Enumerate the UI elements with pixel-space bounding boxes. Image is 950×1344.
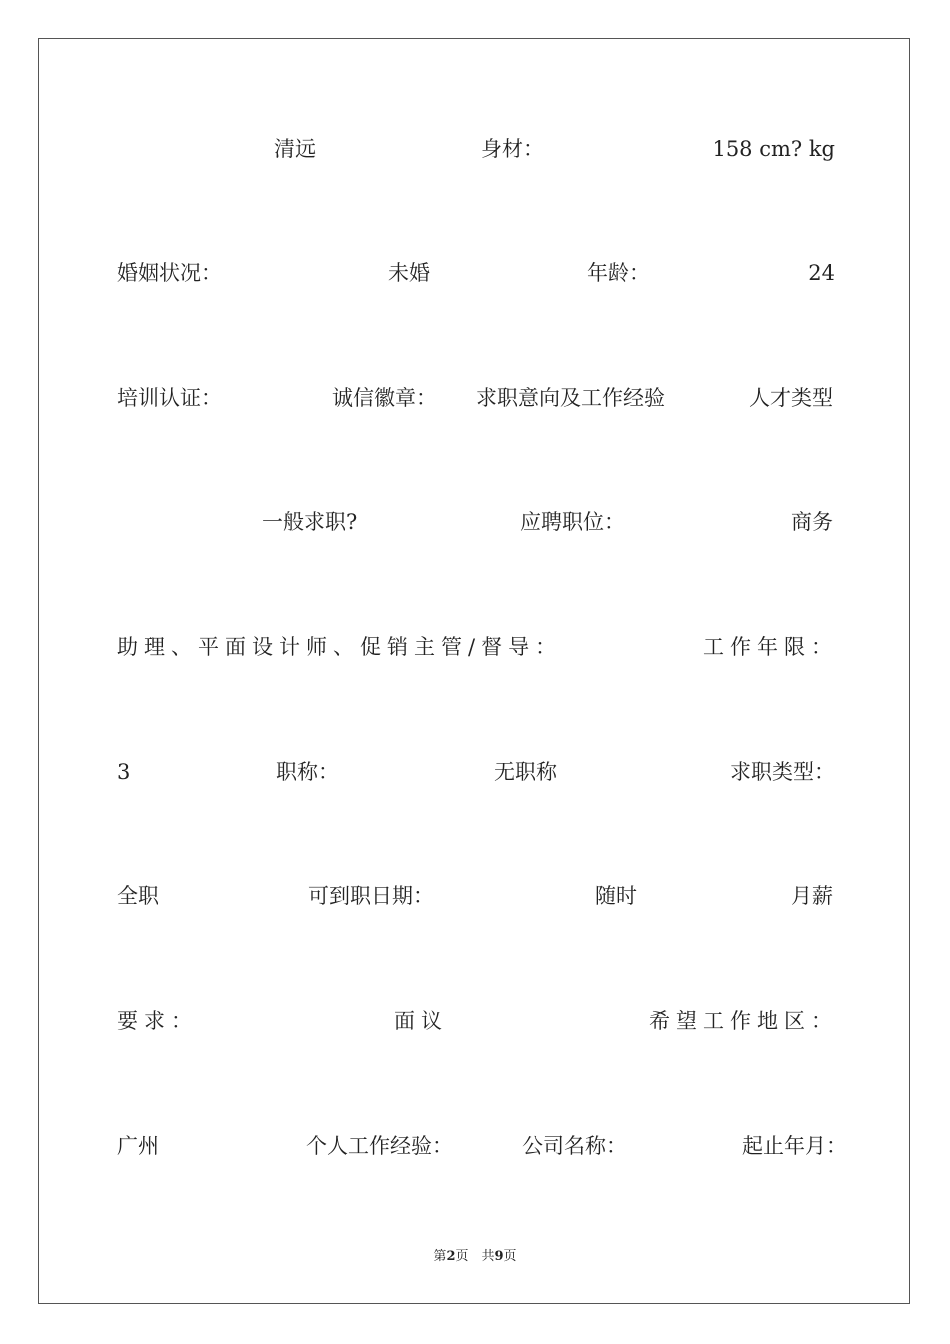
text-cell: 年龄： xyxy=(587,261,650,285)
text-line xyxy=(0,507,950,537)
text-cell: 158 cm? kg xyxy=(712,137,835,161)
text-line xyxy=(0,881,950,911)
text-cell: 工作年限： xyxy=(703,635,838,659)
text-cell: 商务 xyxy=(791,510,833,534)
text-cell: 培训认证： xyxy=(117,386,222,410)
text-cell: 一般求职? xyxy=(262,510,358,534)
text-cell: 随时 xyxy=(595,884,637,908)
text-cell: 24 xyxy=(808,261,835,285)
text-line xyxy=(0,632,950,662)
text-cell: 全职 xyxy=(117,884,159,908)
text-cell: 3 xyxy=(117,760,131,784)
text-cell: 面议 xyxy=(394,1009,448,1033)
text-cell: 月薪 xyxy=(791,884,833,908)
text-cell: 个人工作经验： xyxy=(306,1134,453,1158)
text-cell: 应聘职位： xyxy=(520,510,625,534)
text-cell: 起止年月： xyxy=(742,1134,847,1158)
text-cell: 未婚 xyxy=(388,261,430,285)
text-cell: 求职意向及工作经验 xyxy=(476,386,665,410)
text-line xyxy=(0,383,950,413)
text-cell: 希望工作地区： xyxy=(649,1009,838,1033)
text-cell: 清远 xyxy=(274,137,316,161)
text-line xyxy=(0,1006,950,1036)
text-cell: 诚信徽章： xyxy=(332,386,437,410)
text-line xyxy=(0,258,950,288)
text-cell: 助理、平面设计师、促销主管/督导： xyxy=(117,635,563,659)
text-cell: 婚姻状况： xyxy=(117,261,222,285)
page-mid: 页 共 xyxy=(455,1249,495,1264)
page-suffix: 页 xyxy=(503,1249,517,1264)
text-line xyxy=(0,1131,950,1161)
page-current: 2 xyxy=(446,1249,456,1264)
page-number xyxy=(0,1247,950,1267)
text-cell: 无职称 xyxy=(494,760,557,784)
page-border xyxy=(38,38,910,1304)
text-cell: 广州 xyxy=(117,1134,159,1158)
text-cell: 身材： xyxy=(481,137,544,161)
page-prefix: 第 xyxy=(433,1249,447,1264)
text-cell: 求职类型： xyxy=(730,760,835,784)
text-cell: 要求： xyxy=(117,1009,198,1033)
text-line xyxy=(0,134,950,164)
text-line xyxy=(0,757,950,787)
text-cell: 人才类型 xyxy=(749,386,833,410)
text-cell: 公司名称： xyxy=(522,1134,627,1158)
page-total: 9 xyxy=(494,1249,504,1264)
text-cell: 职称： xyxy=(276,760,339,784)
text-cell: 可到职日期： xyxy=(308,884,434,908)
